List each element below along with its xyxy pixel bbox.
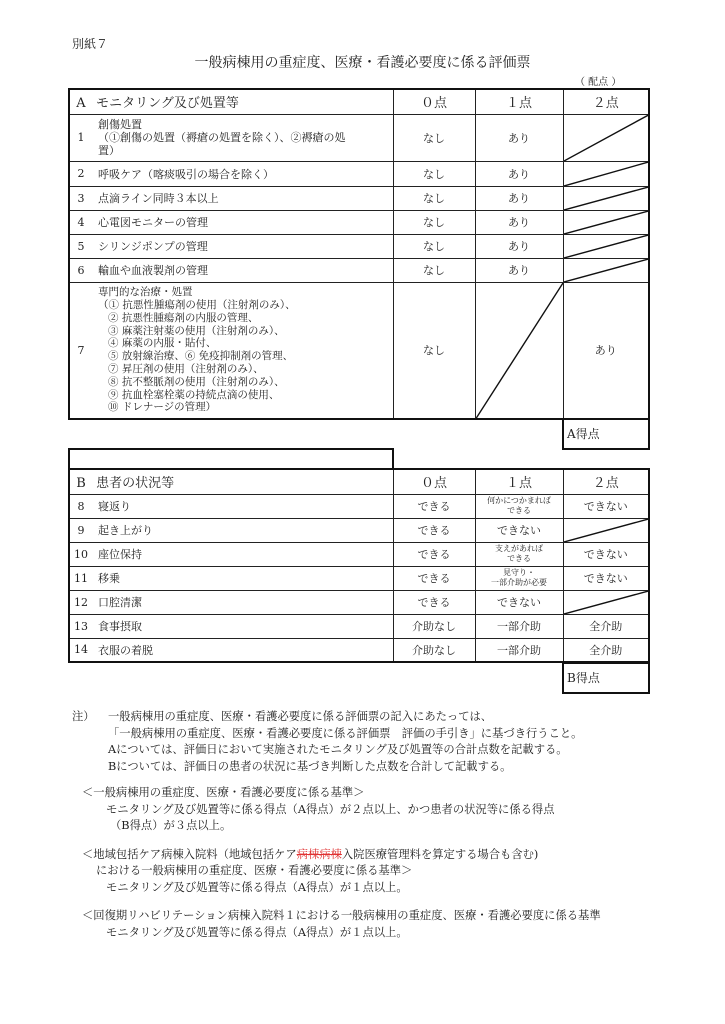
score-0-cell — [393, 542, 475, 566]
score-1-cell-na — [475, 282, 563, 419]
item-number: 12 — [74, 595, 88, 609]
value-0: なし — [423, 240, 445, 253]
item-label: 食事摂取 — [98, 620, 142, 633]
value-1: できない — [497, 524, 541, 537]
item-number: 14 — [74, 643, 88, 657]
value-1: 一部介助 — [497, 620, 541, 633]
section-label: モニタリング及び処置等 — [96, 96, 239, 112]
score-1-cell — [475, 258, 563, 282]
value-1: あり — [508, 192, 530, 205]
item-line: ③ 麻薬注射薬の使用（注射剤のみ）、 — [108, 324, 285, 337]
score-2-cell — [563, 494, 649, 518]
value-0: できる — [417, 524, 451, 537]
table-b-header — [69, 469, 649, 494]
criteria-heading: における一般病棟用の重症度、医療・看護必要度に係る基準＞ — [96, 864, 413, 877]
table-row — [69, 614, 649, 638]
score-0-cell — [393, 210, 475, 234]
item-label: 座位保持 — [98, 548, 142, 561]
item-number: 6 — [77, 263, 85, 277]
score-2-cell — [563, 566, 649, 590]
criteria-line: モニタリング及び処置等に係る得点（A得点）が１点以上。 — [106, 925, 408, 939]
table-row — [69, 282, 649, 419]
table-a-header — [69, 89, 649, 114]
item-number: 5 — [77, 239, 85, 253]
score-2-cell-na — [563, 590, 649, 614]
value-1-line: できる — [507, 506, 531, 515]
value-0: なし — [423, 167, 445, 181]
item-cell — [69, 210, 393, 234]
criteria-heading-pre: ＜地域包括ケア病棟入院料（地域包括ケア — [82, 847, 297, 861]
allocation-label: （ 配点 ） — [575, 77, 622, 88]
score-0-cell — [393, 566, 475, 590]
item-cell — [69, 186, 393, 210]
criteria-line: モニタリング及び処置等に係る得点（A得点）が１点以上。 — [106, 880, 408, 894]
diagonal-slash — [564, 591, 649, 614]
score-1-cell — [475, 590, 563, 614]
score-1-cell — [475, 114, 563, 161]
note-line: Bについては、評価日の患者の状況に基づき判断した点数を合計して記載する。 — [108, 759, 512, 773]
item-line: 専門的な治療・処置 — [98, 286, 193, 299]
score-1-cell — [475, 542, 563, 566]
item-number: 7 — [77, 343, 85, 357]
value-1-line: 支えがあれば — [495, 544, 543, 553]
table-row — [69, 114, 649, 161]
diagonal-slash — [564, 519, 649, 542]
score-2-cell — [563, 542, 649, 566]
item-label: 呼吸ケア（喀痰吸引の場合を除く） — [98, 167, 274, 181]
item-line: ⑧ 抗不整脈剤の使用（注射剤のみ）、 — [108, 375, 285, 388]
item-line: ⑨ 抗血栓塞栓薬の持続点滴の使用、 — [108, 388, 280, 401]
value-1-line: 一部介助が必要 — [491, 578, 547, 587]
table-row — [69, 494, 649, 518]
score-0-cell — [393, 161, 475, 186]
item-line: ④ 麻薬の内服・貼付、 — [108, 337, 217, 350]
section-label: 患者の状況等 — [96, 476, 175, 492]
score-1-cell — [475, 566, 563, 590]
note-line: 一般病棟用の重症度、医療・看護必要度に係る評価票の記入にあたっては、 — [108, 710, 493, 723]
score-0-cell — [393, 234, 475, 258]
diagonal-slash — [564, 211, 649, 234]
table-row — [69, 518, 649, 542]
value-1-line: 見守り・ — [503, 568, 535, 577]
col-2-points: ２点 — [563, 469, 649, 494]
score-0-cell — [393, 494, 475, 518]
value-2: できない — [583, 500, 628, 513]
score-1-cell — [475, 518, 563, 542]
item-number: 9 — [77, 523, 85, 537]
diagonal-slash — [564, 187, 649, 210]
item-number: 3 — [77, 191, 85, 205]
item-cell — [69, 161, 393, 186]
value-1: あり — [508, 216, 530, 229]
value-2: できない — [583, 572, 628, 585]
item-cell — [69, 282, 393, 419]
value-2: あり — [594, 344, 617, 358]
col-0-points: ０点 — [393, 89, 475, 114]
page-title: 一般病棟用の重症度、医療・看護必要度に係る評価票 — [194, 55, 531, 71]
value-0: なし — [423, 192, 445, 205]
score-0-cell — [393, 186, 475, 210]
item-number: 1 — [77, 131, 85, 144]
score-1-cell — [475, 494, 563, 518]
table-row — [69, 590, 649, 614]
item-line: 置） — [98, 144, 120, 157]
item-label: シリンジポンプの管理 — [98, 240, 208, 253]
item-label: 衣服の着脱 — [98, 643, 153, 657]
score-0-cell — [393, 114, 475, 161]
table-a — [68, 88, 650, 420]
notes-prefix: 注） — [72, 710, 95, 723]
table-row — [69, 234, 649, 258]
score-1-cell — [475, 638, 563, 662]
value-0: なし — [423, 216, 445, 229]
value-2: できない — [583, 548, 628, 561]
diagonal-slash — [564, 235, 649, 258]
value-0: 介助なし — [412, 620, 456, 633]
diagonal-slash — [564, 115, 649, 161]
value-0: できる — [417, 548, 451, 561]
score-2-cell-na — [563, 210, 649, 234]
item-cell — [69, 542, 393, 566]
criteria-heading: ＜回復期リハビリテーション病棟入院料１における一般病棟用の重症度、医療・看護必要度に係る基準 — [82, 909, 601, 922]
table-row — [69, 258, 649, 282]
item-cell — [69, 234, 393, 258]
item-cell — [69, 494, 393, 518]
item-cell — [69, 258, 393, 282]
score-0-cell — [393, 258, 475, 282]
a-score-box[interactable]: A得点 — [562, 418, 650, 450]
value-1-line: できる — [507, 554, 531, 563]
table-row — [69, 566, 649, 590]
score-0-cell — [393, 282, 475, 419]
col-1-point: １点 — [475, 469, 563, 494]
value-1: あり — [508, 240, 530, 253]
item-number: 10 — [74, 547, 88, 561]
item-number: 13 — [74, 619, 88, 633]
value-1: あり — [508, 131, 530, 145]
item-cell — [69, 114, 393, 161]
value-0: なし — [423, 131, 445, 145]
b-score-box[interactable]: B得点 — [562, 662, 650, 694]
score-0-cell — [393, 638, 475, 662]
note-line: Aについては、評価日において実施されたモニタリング及び処置等の合計点数を記載する。 — [108, 743, 568, 756]
item-number: 4 — [77, 215, 85, 229]
item-label: 口腔清潔 — [98, 596, 142, 609]
item-label: 寝返り — [98, 500, 131, 513]
empty-box — [68, 448, 394, 468]
item-label: 点滴ライン同時３本以上 — [98, 192, 219, 205]
score-0-cell — [393, 518, 475, 542]
item-cell — [69, 566, 393, 590]
item-label: 移乗 — [98, 572, 120, 585]
score-2-cell-na — [563, 234, 649, 258]
table-row — [69, 542, 649, 566]
value-0: できる — [417, 596, 451, 609]
diagonal-slash — [476, 283, 563, 419]
note-line: 「一般病棟用の重症度、医療・看護必要度に係る評価票 評価の手引き」に基づき行うこと。 — [108, 726, 583, 740]
value-0: 介助なし — [412, 643, 456, 657]
diagonal-slash — [564, 259, 649, 282]
score-0-cell — [393, 614, 475, 638]
criteria-heading-post: 入院医療管理料を算定する場合も含む) — [341, 847, 539, 861]
score-2-cell-na — [563, 161, 649, 186]
criteria-community-care — [72, 847, 712, 897]
score-1-cell — [475, 186, 563, 210]
item-number: 8 — [77, 499, 85, 513]
table-row — [69, 161, 649, 186]
score-1-cell — [475, 210, 563, 234]
score-2-cell — [563, 282, 649, 419]
value-1: あり — [508, 264, 530, 277]
item-cell — [69, 590, 393, 614]
attachment-label: 別紙７ — [72, 37, 109, 51]
score-2-cell-na — [563, 258, 649, 282]
col-0-points: ０点 — [393, 469, 475, 494]
col-2-points: ２点 — [563, 89, 649, 114]
item-line: 創傷処置 — [98, 118, 142, 131]
criteria-general — [72, 785, 712, 835]
criteria-line: モニタリング及び処置等に係る得点（A得点）が２点以上、かつ患者の状況等に係る得点 — [106, 802, 555, 816]
diagonal-slash — [564, 162, 649, 186]
item-line: ⑦ 昇圧剤の使用（注射剤のみ）、 — [108, 363, 264, 376]
score-0-cell — [393, 590, 475, 614]
score-1-cell — [475, 234, 563, 258]
item-label: 輸血や血液製剤の管理 — [98, 264, 208, 277]
item-line: （①創傷の処置（褥瘡の処置を除く）、②褥瘡の処 — [98, 131, 346, 144]
notes — [72, 709, 712, 941]
col-1-point: １点 — [475, 89, 563, 114]
item-cell — [69, 638, 393, 662]
value-0: できる — [417, 572, 451, 585]
item-cell — [69, 614, 393, 638]
item-label: 起き上がり — [98, 524, 153, 537]
value-2: 全介助 — [589, 643, 623, 657]
item-line: ⑤ 放射線治療、⑥ 免疫抑制剤の管理、 — [108, 350, 294, 363]
item-label: 心電図モニターの管理 — [98, 216, 208, 229]
criteria-line: （B得点）が３点以上。 — [110, 819, 232, 832]
item-number: 11 — [74, 571, 88, 585]
section-letter: B — [76, 476, 86, 492]
section-letter: A — [76, 96, 86, 112]
table-row — [69, 186, 649, 210]
score-2-cell-na — [563, 518, 649, 542]
score-2-cell-na — [563, 186, 649, 210]
table-row — [69, 638, 649, 662]
value-1-line: 何かにつかまれば — [487, 496, 551, 505]
score-1-cell — [475, 161, 563, 186]
item-line: ② 抗悪性腫瘍剤の内服の管理、 — [108, 311, 259, 324]
value-1: 一部介助 — [497, 643, 541, 657]
item-line: （① 抗悪性腫瘍剤の使用（注射剤のみ）、 — [98, 299, 296, 312]
value-0: なし — [423, 264, 445, 277]
item-line: ⑩ ドレナージの管理） — [108, 401, 217, 414]
struck-revision: 病棟病棟 — [296, 847, 342, 861]
value-2: 全介助 — [589, 620, 623, 633]
score-2-cell-na — [563, 114, 649, 161]
item-number: 2 — [77, 167, 85, 180]
score-2-cell — [563, 614, 649, 638]
table-b — [68, 468, 650, 663]
table-row — [69, 210, 649, 234]
criteria-rehab — [72, 908, 712, 941]
value-1: あり — [508, 167, 530, 181]
value-0: なし — [423, 344, 445, 358]
criteria-heading: ＜一般病棟用の重症度、医療・看護必要度に係る基準＞ — [82, 786, 365, 799]
value-1: できない — [497, 596, 541, 609]
score-2-cell — [563, 638, 649, 662]
item-cell — [69, 518, 393, 542]
score-1-cell — [475, 614, 563, 638]
value-0: できる — [417, 500, 451, 513]
